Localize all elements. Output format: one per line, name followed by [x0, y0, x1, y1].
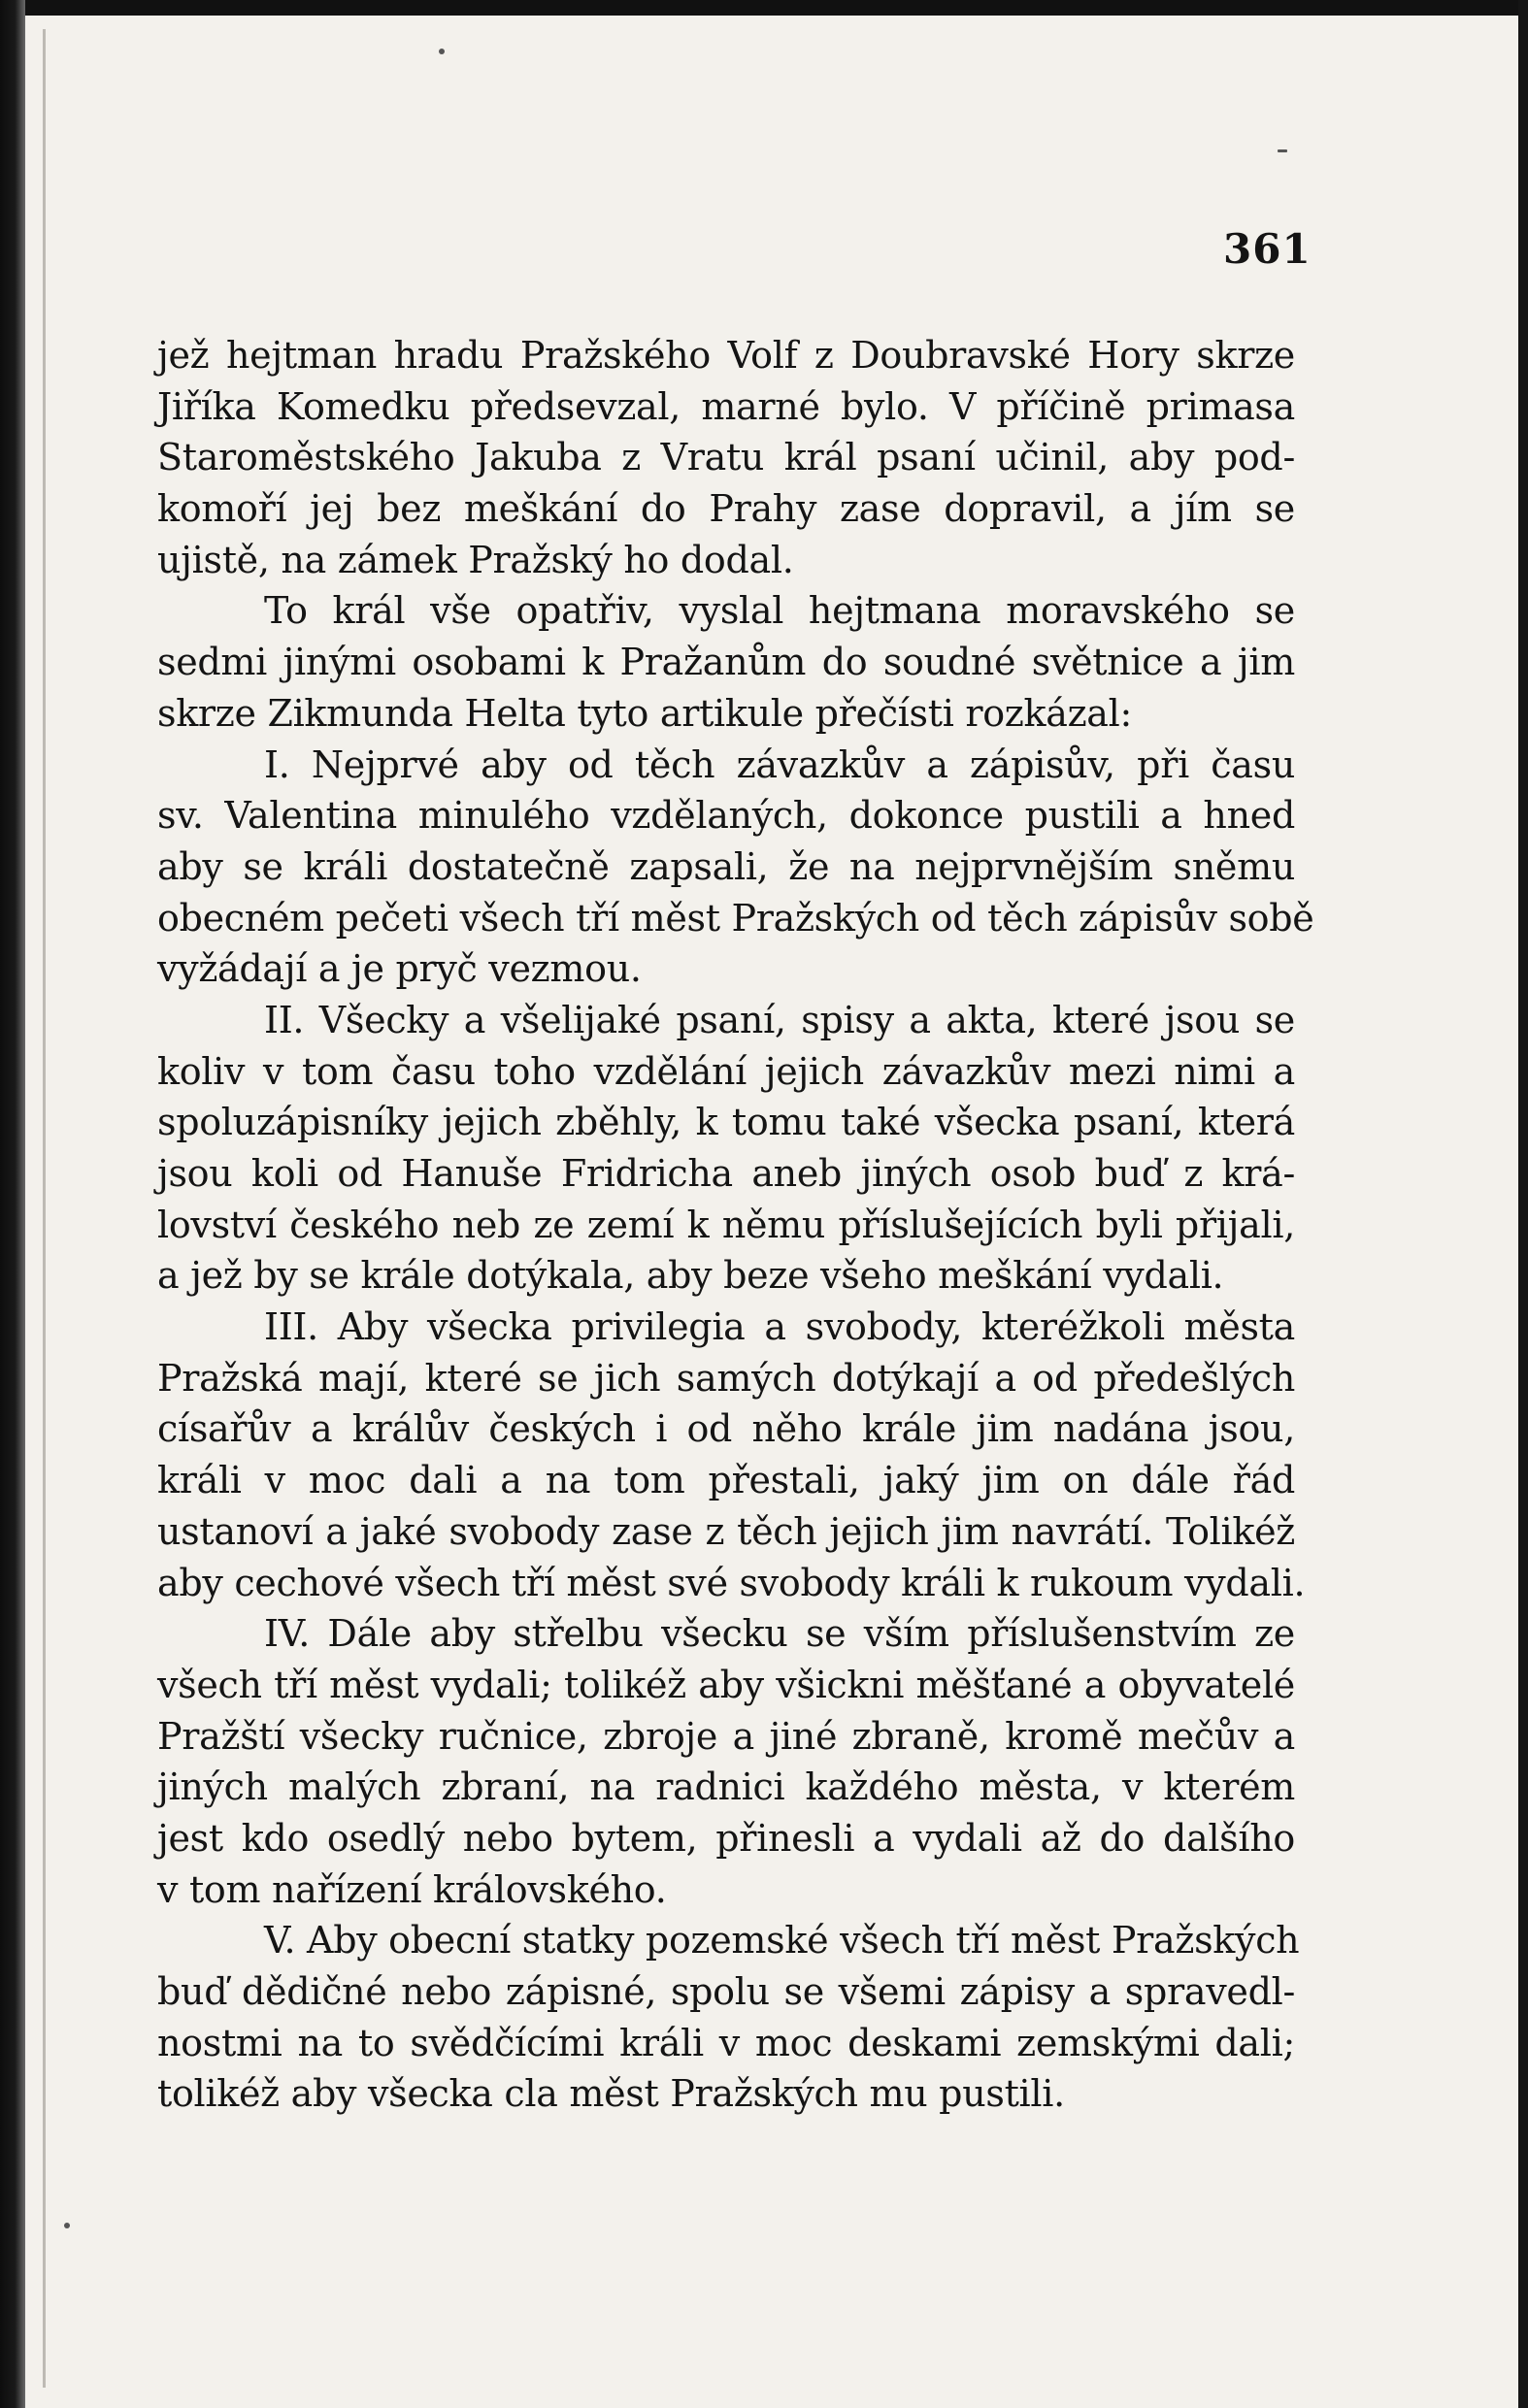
text-line: vyžádají a je pryč vezmou.: [157, 947, 642, 991]
scan-right-edge: [1518, 0, 1528, 2408]
text-line: koliv v tom času toho vzdělání jejich závazkův mezi nimi a: [157, 1049, 1295, 1093]
text-line: jsou koli od Hanuše Fridricha aneb jiných osob buď z krá-: [157, 1152, 1295, 1195]
text-line: ustanoví a jaké svobody zase z těch jejich jim navrátí. Tolikéž: [157, 1509, 1295, 1553]
text-line: V. Aby obecní statky pozemské všech tří měst Pražských: [264, 1919, 1300, 1963]
paper-speck: [439, 49, 445, 54]
text-line: spoluzápisníky jejich zběhly, k tomu také všecka psaní, která: [157, 1101, 1295, 1144]
text-line: Staroměstského Jakuba z Vratu král psaní učinil, aby pod-: [157, 436, 1295, 479]
paper-speck: [1278, 149, 1287, 152]
text-line: císařův a králův českých i od něho krále jim nadána jsou,: [157, 1407, 1295, 1451]
text-line: To král vše opatřiv, vyslal hejtmana moravského se: [264, 589, 1295, 633]
text-line: v tom nařízení královského.: [157, 1867, 667, 1911]
text-line: a jež by se krále dotýkala, aby beze všeho meškání vydali.: [157, 1254, 1224, 1298]
text-line: Jiříka Komedku předsevzal, marné bylo. V příčině primasa: [157, 384, 1295, 428]
text-line: sv. Valentina minulého vzdělaných, dokonce pustili a hned: [157, 794, 1295, 838]
text-line: komoří jej bez meškání do Prahy zase dopravil, a jím se: [157, 487, 1295, 531]
scan-left-edge: [0, 0, 25, 2408]
text-line: aby se králi dostatečně zapsali, že na nejprvnějším sněmu: [157, 844, 1295, 888]
text-line: IV. Dále aby střelbu všecku se vším příslušenstvím ze: [264, 1612, 1295, 1656]
text-line: obecném pečeti všech tří měst Pražských od těch zápisův sobě: [157, 896, 1314, 940]
text-line: III. Aby všecka privilegia a svobody, kteréžkoli města: [264, 1305, 1295, 1349]
page-number: 361: [1223, 225, 1312, 273]
scan-top-edge: [0, 0, 1528, 16]
text-line: skrze Zikmunda Helta tyto artikule přečísti rozkázal:: [157, 691, 1133, 735]
paper-speck: [64, 2223, 70, 2228]
text-line: buď dědičné nebo zápisné, spolu se všemi zápisy a spravedl-: [157, 1970, 1295, 2013]
text-line: lovství českého neb ze zemí k němu příslušejících byli přijali,: [157, 1203, 1295, 1246]
text-line: králi v moc dali a na tom přestali, jaký jim on dále řád: [157, 1459, 1295, 1502]
text-line: jež hejtman hradu Pražského Volf z Doubravské Hory skrze: [157, 334, 1295, 377]
text-line: sedmi jinými osobami k Pražanům do soudné světnice a jim: [157, 641, 1295, 684]
text-line: aby cechové všech tří měst své svobody králi k rukoum vydali.: [157, 1561, 1306, 1604]
text-line: Pražská mají, které se jich samých dotýkají a od předešlých: [157, 1356, 1295, 1400]
text-line: Pražští všecky ručnice, zbroje a jiné zbraně, kromě mečův a: [157, 1714, 1295, 1758]
scan-binding-line: [43, 29, 46, 2388]
text-line: ujistě, na zámek Pražský ho dodal.: [157, 538, 794, 581]
text-line: jest kdo osedlý nebo bytem, přinesli a vydali až do dalšího: [157, 1816, 1295, 1860]
text-line: všech tří měst vydali; tolikéž aby všickni měšťané a obyvatelé: [157, 1663, 1295, 1706]
body-text: [157, 330, 1314, 2120]
text-line: I. Nejprvé aby od těch závazkův a zápisův, při času: [264, 742, 1295, 786]
text-line: tolikéž aby všecka cla měst Pražských mu pustili.: [157, 2072, 1065, 2116]
text-line: nostmi na to svědčícími králi v moc deskami zemskými dali;: [157, 2021, 1295, 2064]
text-line: jiných malých zbraní, na radnici každého města, v kterém: [157, 1765, 1295, 1809]
text-line: II. Všecky a všelijaké psaní, spisy a akta, které jsou se: [264, 998, 1295, 1041]
